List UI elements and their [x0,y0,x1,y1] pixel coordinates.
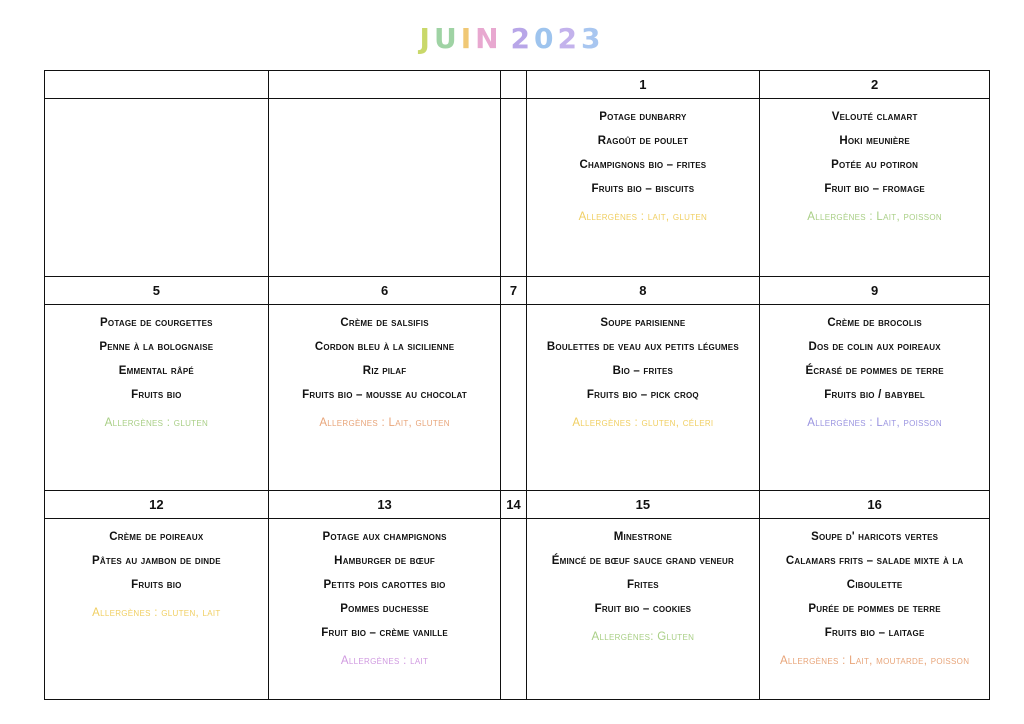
menu-line: Frites [626,579,659,591]
title-letter: 2 [510,22,535,55]
menu-line: Soupe d' haricots vertes [811,531,939,543]
menu-line: Fruits bio – mousse au chocolat [302,389,467,401]
menu-line: Petits pois carottes bio [323,579,446,591]
title-letter: 3 [581,22,605,55]
title-letter: I [460,22,476,55]
allergen-note: Allergènes : gluten [104,417,209,429]
week-1-header [45,71,990,99]
menu-line: Minestrone [613,531,673,543]
menu-line: Pâtes au jambon de dinde [91,555,221,567]
title-letter: J [419,22,434,55]
menu-line: Émincé de bœuf sauce grand veneur [551,555,735,567]
day-number: 14 [501,491,526,519]
week-2-menus [45,305,990,491]
menu-line: Fruit bio – crème vanille [321,627,448,639]
menu-line: Crème de salsifis [340,317,429,329]
allergen-note: Allergènes : Lait, poisson [807,211,942,223]
menu-line: Calamars frits – salade mixte à la [785,555,964,567]
title-letter: N [475,22,503,55]
menu-line: Fruit bio – cookies [594,603,692,615]
allergen-note: Allergènes : Lait, poisson [807,417,942,429]
menu-line: Fruits bio / babybel [824,389,925,401]
menu-line: Riz pilaf [362,365,407,377]
menu-line: Fruit bio – fromage [824,183,925,195]
menu-calendar [44,70,990,700]
day-number: 15 [526,491,760,519]
menu-line: Velouté clamart [831,111,918,123]
menu-line: Soupe parisienne [600,317,686,329]
menu-line: Dos de colin aux poireaux [808,341,941,353]
day-number: 13 [268,491,501,519]
menu-line: Crème de poireaux [109,531,204,543]
day-number: 8 [526,277,760,305]
day-number: 2 [760,71,990,99]
empty-day-header [501,71,526,99]
empty-day-cell [501,99,526,277]
allergen-note: Allergènes : gluten, lait [92,607,221,619]
empty-day-cell [45,99,269,277]
menu-line: Cordon bleu à la sicilienne [314,341,455,353]
menu-line: Ragoût de poulet [597,135,689,147]
menu-line: Emmental râpé [118,365,194,377]
title-letter: 0 [534,22,558,55]
week-3-menus [45,519,990,700]
menu-line: Pommes duchesse [340,603,429,615]
menu-cell-day-1 [526,99,760,277]
menu-cell-day-15 [526,519,760,700]
holiday-cell-day-14 [501,519,526,700]
empty-day-header [268,71,501,99]
menu-line: Hamburger de bœuf [334,555,435,567]
menu-line: Crème de brocolis [827,317,922,329]
allergen-note: Allergènes : Lait, moutarde, poisson [779,655,970,667]
menu-cell-day-2 [760,99,990,277]
title-letter: U [433,22,461,55]
menu-line: Potée au potiron [831,159,919,171]
day-number: 9 [760,277,990,305]
menu-cell-day-5 [45,305,269,491]
menu-cell-day-8 [526,305,760,491]
menu-line: Fruits bio – laitage [824,627,925,639]
menu-line: Boulettes de veau aux petits légumes [546,341,739,353]
week-3-header [45,491,990,519]
week-1-menus [45,99,990,277]
empty-day-header [45,71,269,99]
menu-line: Champignons bio – frites [579,159,707,171]
menu-line: Ciboulette [846,579,903,591]
day-number: 12 [45,491,269,519]
allergen-note: Allergènes : Lait, gluten [319,417,450,429]
menu-line: Fruits bio – biscuits [591,183,695,195]
menu-cell-day-9 [760,305,990,491]
day-number: 7 [501,277,526,305]
menu-line: Bio – frites [612,365,674,377]
menu-cell-day-13 [268,519,501,700]
day-number: 1 [526,71,760,99]
holiday-cell-day-7 [501,305,526,491]
menu-line: Fruits bio – pick croq [586,389,699,401]
menu-line: Potage dunbarry [599,111,687,123]
menu-cell-day-16 [760,519,990,700]
menu-line: Penne à la bolognaise [99,341,214,353]
day-number: 5 [45,277,269,305]
empty-day-cell [268,99,501,277]
week-2-header [45,277,990,305]
menu-line: Purée de pommes de terre [808,603,941,615]
allergen-note: Allergènes: Gluten [591,631,695,643]
day-number: 16 [760,491,990,519]
menu-cell-day-12 [45,519,269,700]
menu-line: Écrasé de pommes de terre [805,365,944,377]
menu-line: Hoki meunière [839,135,910,147]
day-number: 6 [268,277,501,305]
menu-cell-day-6 [268,305,501,491]
menu-line: Fruits bio [131,389,182,401]
menu-line: Potage de courgettes [100,317,213,329]
menu-line: Fruits bio [131,579,182,591]
allergen-note: Allergènes : gluten, céleri [572,417,714,429]
allergen-note: Allergènes : lait, gluten [578,211,708,223]
allergen-note: Allergènes : lait [340,655,429,667]
page-title [0,22,1024,55]
title-letter: 2 [557,22,581,55]
menu-line: Potage aux champignons [322,531,447,543]
